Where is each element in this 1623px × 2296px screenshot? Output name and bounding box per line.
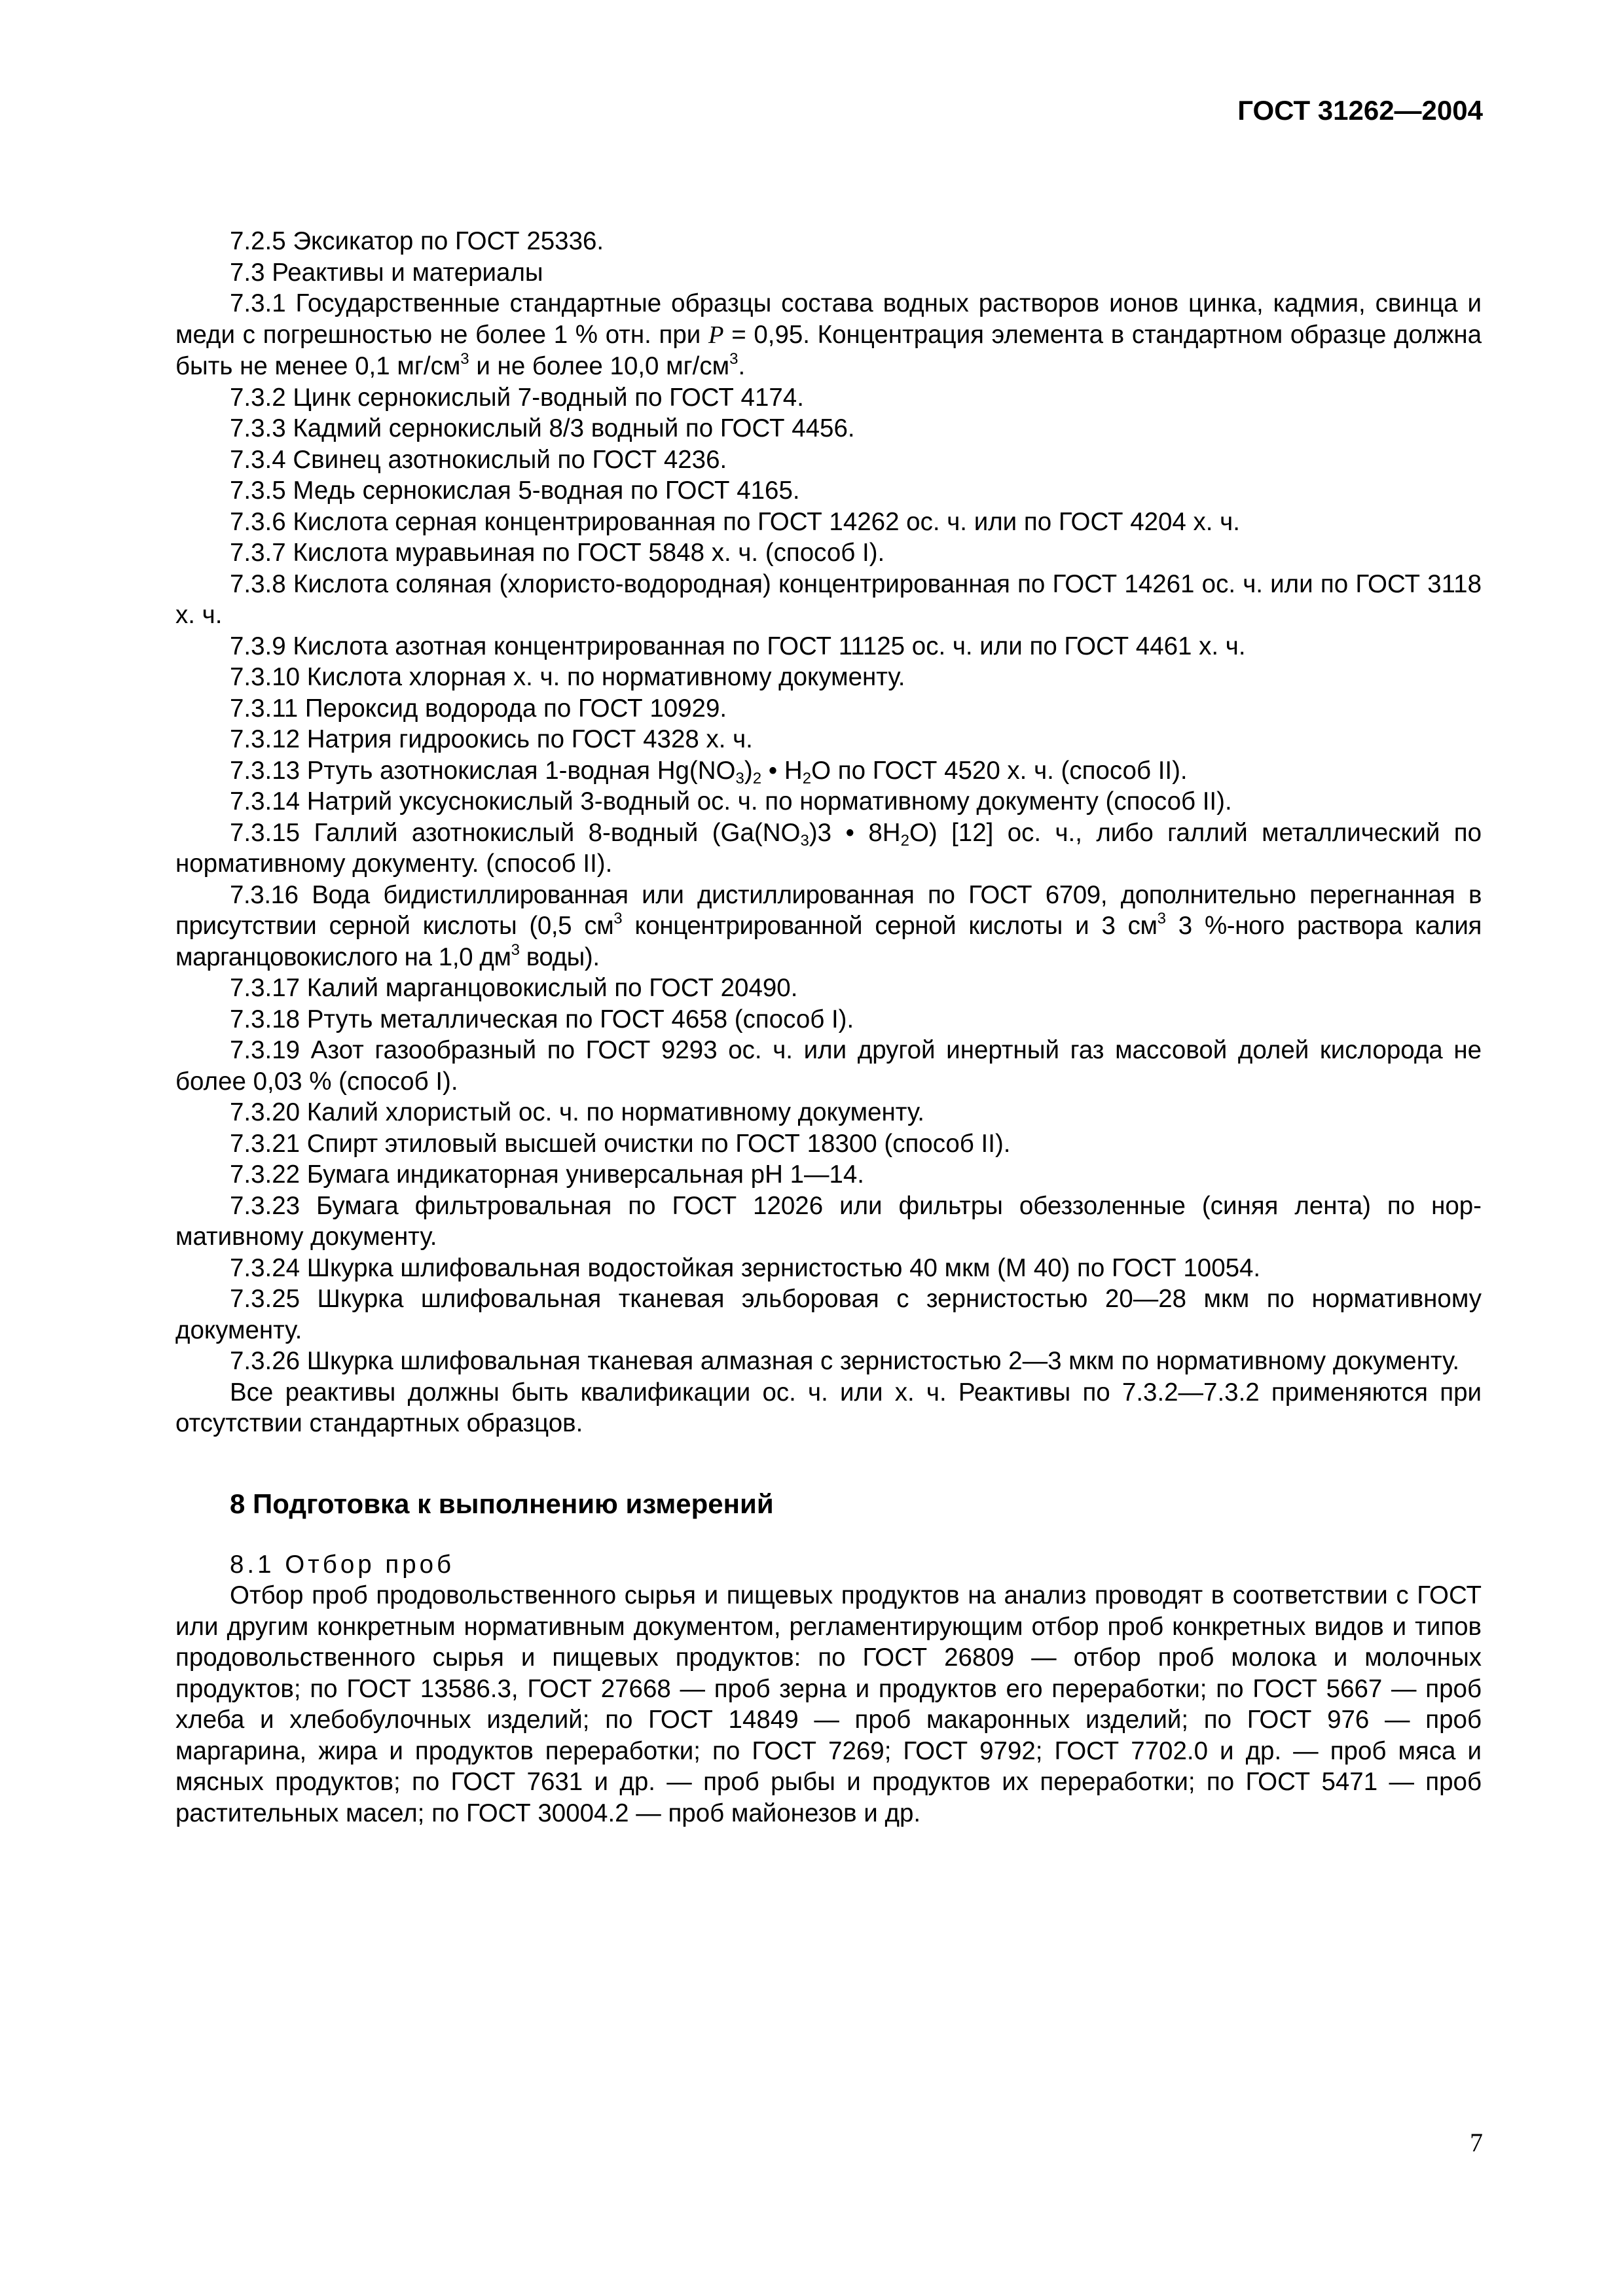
item-7-3-5: 7.3.5 Медь сернокислая 5-водная по ГОСТ 4165. bbox=[230, 476, 800, 505]
standard-header: ГОСТ 31262—2004 bbox=[1237, 95, 1483, 126]
item-7-3-15-text-3: O) [12] ос. ч., либо галлий металлический по нормативному документу. (способ II). bbox=[175, 818, 1482, 878]
probability-symbol: P bbox=[708, 321, 724, 349]
item-7-3-10: 7.3.10 Кислота хлорная х. ч. по нормативному документу. bbox=[230, 663, 905, 691]
item-7-3-16-text-4: воды). bbox=[519, 942, 600, 971]
item-7-3-12: 7.3.12 Натрия гидроокись по ГОСТ 4328 х. ч. bbox=[230, 725, 753, 753]
superscript: 3 bbox=[729, 350, 739, 368]
item-7-3-4: 7.3.4 Свинец азотнокислый по ГОСТ 4236. bbox=[230, 445, 727, 474]
item-7-3-13-text-1: 7.3.13 Ртуть азотнокислая 1-водная Hg(NO bbox=[230, 756, 736, 785]
page-number: 7 bbox=[1470, 2128, 1483, 2157]
sampling-paragraph: Отбор проб продовольственного сырья и пищевых продуктов на анализ проводят в соответствии с ГОСТ или другим конкретным нормативным документом, регламентирующим отбор проб конкретных видов и типов продовольственного сырья и пищевых продуктов: по ГОСТ 26809 — отбор проб молока и молочных продуктов; по ГОСТ 13586.3, ГОСТ 27668 — проб зерна и продуктов его переработки; по ГОСТ 5667 — проб хлеба и хлебобулочных изделий; по ГОСТ 14849 — проб макаронных изделий; по ГОСТ 976 — проб маргарина, жира и продуктов переработки; по ГОСТ 7269; ГОСТ 9792; ГОСТ 7702.0 и др. — проб мяса и мясных продуктов; по ГОСТ 7631 и др. — проб рыбы и продуктов их переработки; по ГОСТ 5471 — проб растительных масел; по ГОСТ 30004.2 — проб майонезов и др. bbox=[175, 1581, 1482, 1827]
subscript: 2 bbox=[802, 769, 812, 787]
subscript: 2 bbox=[900, 831, 909, 850]
item-7-3-11: 7.3.11 Пероксид водорода по ГОСТ 10929. bbox=[230, 694, 727, 723]
item-7-3-26: 7.3.26 Шкурка шлифовальная тканевая алмазная с зернистостью 2—3 мкм по нормативному документу. bbox=[230, 1347, 1460, 1375]
section-8-title: 8 Подготовка к выполнению измерений bbox=[230, 1488, 774, 1519]
superscript: 3 bbox=[613, 910, 623, 927]
superscript: 3 bbox=[460, 350, 469, 368]
item-7-3-16 bbox=[175, 880, 1482, 973]
item-7-3-16-text-3: 3 %-ного раствора калия марганцовокислого на 1,0 дм bbox=[175, 912, 1482, 971]
superscript: 3 bbox=[511, 941, 520, 959]
item-7-3-19: 7.3.19 Азот газообразный по ГОСТ 9293 ос. ч. или другой инертный газ массовой долей кислорода не более 0,03 % (способ I). bbox=[175, 1036, 1482, 1096]
item-7-3-15 bbox=[175, 817, 1482, 880]
item-7-3-16-text-1: 7.3.16 Вода бидистиллированная или дистиллированная по ГОСТ 6709, дополнительно перегнанная в присутствии серной кислоты (0,5 см bbox=[175, 880, 1482, 940]
item-7-3-21: 7.3.21 Спирт этиловый высшей очистки по ГОСТ 18300 (способ II). bbox=[230, 1129, 1011, 1158]
item-7-3-14: 7.3.14 Натрий уксуснокислый 3-водный ос. ч. по нормативному документу (способ II). bbox=[230, 787, 1232, 816]
item-7-3-16-text-2: концентрированной серной кислоты и 3 см bbox=[622, 912, 1158, 940]
item-7-3-7: 7.3.7 Кислота муравьиная по ГОСТ 5848 х. ч. (способ I). bbox=[230, 539, 885, 567]
item-7-3-17: 7.3.17 Калий марганцовокислый по ГОСТ 20490. bbox=[230, 974, 798, 1002]
subsection-8-1-title: 8.1 Отбор проб bbox=[230, 1550, 455, 1579]
item-7-3-13-text-2: ) bbox=[744, 756, 753, 785]
item-7-3-3: 7.3.3 Кадмий сернокислый 8/3 водный по ГОСТ 4456. bbox=[230, 414, 855, 442]
item-7-2-5: 7.2.5 Эксикатор по ГОСТ 25336. bbox=[230, 227, 604, 255]
item-7-3-1-text-1: 7.3.1 Государственные стандартные образцы состава водных растворов ионов цинка, кадмия, свинца и меди с погрешностью не более 1 % отн. при bbox=[175, 289, 1482, 349]
subscript: 3 bbox=[735, 769, 744, 787]
item-7-3-1 bbox=[175, 288, 1482, 382]
item-7-3-24: 7.3.24 Шкурка шлифовальная водостойкая зернистостью 40 мкм (М 40) по ГОСТ 10054. bbox=[230, 1253, 1261, 1282]
item-7-3-23: 7.3.23 Бумага фильтровальная по ГОСТ 12026 или фильтры обеззоленные (синяя лента) по нормативному документу. bbox=[175, 1191, 1482, 1251]
reagents-qualification-note: Все реактивы должны быть квалификации ос. ч. или х. ч. Реактивы по 7.3.2—7.3.2 применяются при отсутствии стандартных образцов. bbox=[175, 1378, 1482, 1437]
item-7-3-13 bbox=[175, 755, 1482, 787]
superscript: 3 bbox=[1157, 910, 1166, 927]
item-7-3-18: 7.3.18 Ртуть металлическая по ГОСТ 4658 (способ I). bbox=[230, 1005, 854, 1033]
subscript: 2 bbox=[752, 769, 762, 787]
subsection-7-3-title: 7.3 Реактивы и материалы bbox=[230, 258, 543, 287]
item-7-3-9: 7.3.9 Кислота азотная концентрированная по ГОСТ 11125 ос. ч. или по ГОСТ 4461 х. ч. bbox=[230, 632, 1246, 660]
item-7-3-15-text-2: )3 • 8H bbox=[809, 818, 901, 847]
item-7-3-15-text-1: 7.3.15 Галлий азотнокислый 8-водный (Ga(NO bbox=[230, 818, 801, 847]
item-7-3-1-text-2: = 0,95. Концентрация элемента в стандартном образце должна быть не менее 0,1 мг/см bbox=[175, 320, 1482, 380]
item-7-3-22: 7.3.22 Бумага индикаторная универсальная pH 1—14. bbox=[230, 1160, 865, 1189]
item-7-3-25: 7.3.25 Шкурка шлифовальная тканевая эльборовая с зернистостью 20—28 мкм по нормативному документу. bbox=[175, 1285, 1482, 1344]
item-7-3-13-text-3: • H bbox=[761, 756, 803, 785]
item-7-3-6: 7.3.6 Кислота серная концентрированная по ГОСТ 14262 ос. ч. или по ГОСТ 4204 х. ч. bbox=[230, 507, 1240, 536]
item-7-3-1-text-4: . bbox=[738, 352, 746, 380]
item-7-3-20: 7.3.20 Калий хлористый ос. ч. по нормативному документу. bbox=[230, 1098, 924, 1126]
item-7-3-2: 7.3.2 Цинк сернокислый 7-водный по ГОСТ 4174. bbox=[230, 383, 804, 412]
document-body bbox=[175, 226, 1482, 1829]
item-7-3-1-text-3: и не более 10,0 мг/см bbox=[469, 352, 730, 380]
subscript: 3 bbox=[800, 831, 809, 850]
item-7-3-8: 7.3.8 Кислота соляная (хлористо-водородная) концентрированная по ГОСТ 14261 ос. ч. или по ГОСТ 3118 х. ч. bbox=[175, 569, 1482, 629]
item-7-3-13-text-4: O по ГОСТ 4520 х. ч. (способ II). bbox=[811, 756, 1188, 785]
